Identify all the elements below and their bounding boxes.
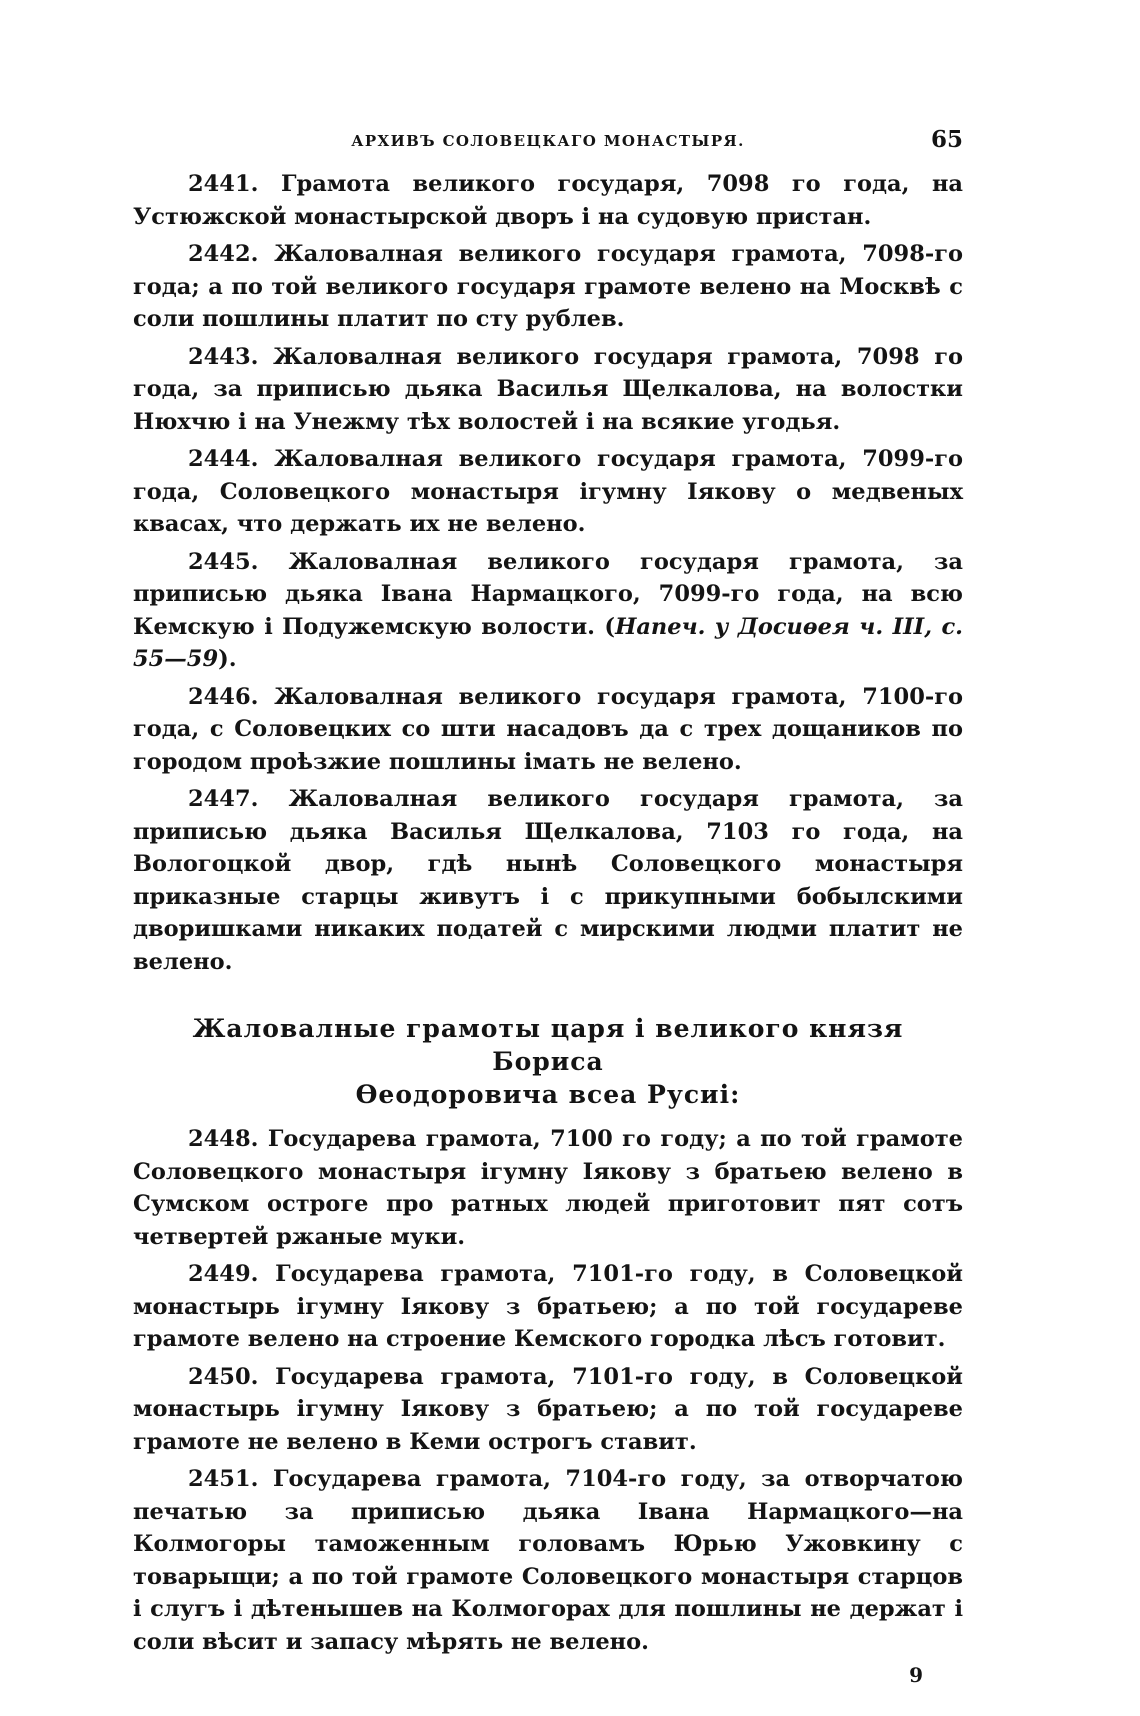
entry-2445 [133, 546, 963, 676]
page-number: 65 [930, 126, 963, 153]
entry-text: Государева грамота, 7100 го году; а по той грамоте Соловецкого монастыря ігумну Іякову з братьею велено в Сумском остроге про ратных людей приготовит пят сотъ четвертей ржаные муки. [133, 1126, 963, 1250]
entry-2451 [133, 1463, 963, 1658]
entry-citation: Напеч. у Досиѳея ч. III, с. 55—59 [133, 613, 964, 672]
running-header [133, 124, 963, 154]
section-heading-line2: Ѳеодоровича всеа Русиі: [355, 1080, 741, 1109]
entry-2447 [133, 783, 963, 978]
section-heading-line1: Жаловалные грамоты царя і великого князя Бориса [192, 1014, 904, 1076]
entry-text: Государева грамота, 7104-го году, за отворчатою печатью за приписью дьяка Івана Нармацкого—на Колмогоры таможенным головамъ Юрью Ужовкину с товарыщи; а по той грамоте Соловецкого монастыря старцов і слугъ і дѣтенышев на Колмогорах для пошлины не держат і соли вѣсит и запасу мѣрять не велено. [133, 1466, 963, 1655]
document-page [133, 124, 963, 1687]
signature-mark: 9 [909, 1663, 923, 1687]
entry-number: 2451. [188, 1466, 259, 1492]
entry-number: 2448. [188, 1126, 259, 1152]
entry-text: Грамота великого государя, 7098 го года, на Устюжской монастырской дворъ і на судовую пристан. [133, 171, 963, 230]
entry-number: 2450. [188, 1363, 259, 1390]
entry-2441 [133, 168, 963, 233]
entry-text: Государева грамота, 7101-го году, в Соловецкой монастырь ігумну Іякову з братьею; а по той государеве грамоте не велено в Кеми острогъ ставит. [133, 1363, 963, 1455]
entry-2444 [133, 443, 963, 541]
entry-text: Жаловалная великого государя грамота, 7098-го года; а по той великого государя грамоте велено на Москвѣ с соли пошлины платит по сту рублев. [133, 241, 963, 332]
entry-2442 [133, 238, 963, 336]
entry-text: Жаловалная великого государя грамота, за приписью дьяка Василья Щелкалова, 7103 го года, на Вологоцкой двор, гдѣ нынѣ Соловецкого монастыря приказные старцы живутъ і с прикупными бобылскими дворишками никаких податей с мирскими людми платит не велено. [133, 786, 963, 975]
entry-2446 [133, 681, 963, 779]
entry-text-tail: ). [218, 646, 237, 672]
entry-text: Жаловалная великого государя грамота, за приписью дьяка Івана Нармацкого, 7099-го года, на всю Кемскую і Подужемскую волости. ( [133, 548, 963, 640]
entry-2450 [133, 1361, 963, 1459]
entry-text: Государева грамота, 7101-го году, в Соловецкой монастырь ігумну Іякову з братьею; а по той государеве грамоте велено на строение Кемского городка лѣсъ готовит. [133, 1261, 963, 1352]
entry-number: 2444. [188, 446, 259, 472]
entry-number: 2445. [188, 548, 259, 575]
section-heading [133, 1012, 963, 1111]
entry-number: 2449. [188, 1261, 259, 1287]
entry-number: 2441. [188, 171, 259, 197]
entry-text: Жаловалная великого государя грамота, 7098 го года, за приписью дьяка Василья Щелкалова, на волостки Нюхчю і на Унежму тѣх волостей і на всякие угодья. [133, 343, 963, 435]
entry-number: 2443. [188, 343, 259, 370]
entry-number: 2442. [188, 241, 259, 267]
entry-number: 2446. [188, 683, 259, 710]
entry-2448 [133, 1123, 963, 1253]
entry-number: 2447. [188, 786, 259, 812]
entry-text: Жаловалная великого государя грамота, 7100-го года, с Соловецких со шти насадовъ да с трех дощаников по городом проѣзжие пошлины імать не велено. [133, 683, 963, 775]
entry-2443 [133, 341, 963, 439]
running-title: АРХИВЪ СОЛОВЕЦКАГО МОНАСТЫРЯ. [351, 132, 745, 150]
entry-2449 [133, 1258, 963, 1356]
entry-text: Жаловалная великого государя грамота, 7099-го года, Соловецкого монастыря ігумну Іякову о медвеных квасах, что держать их не велено. [133, 446, 963, 537]
